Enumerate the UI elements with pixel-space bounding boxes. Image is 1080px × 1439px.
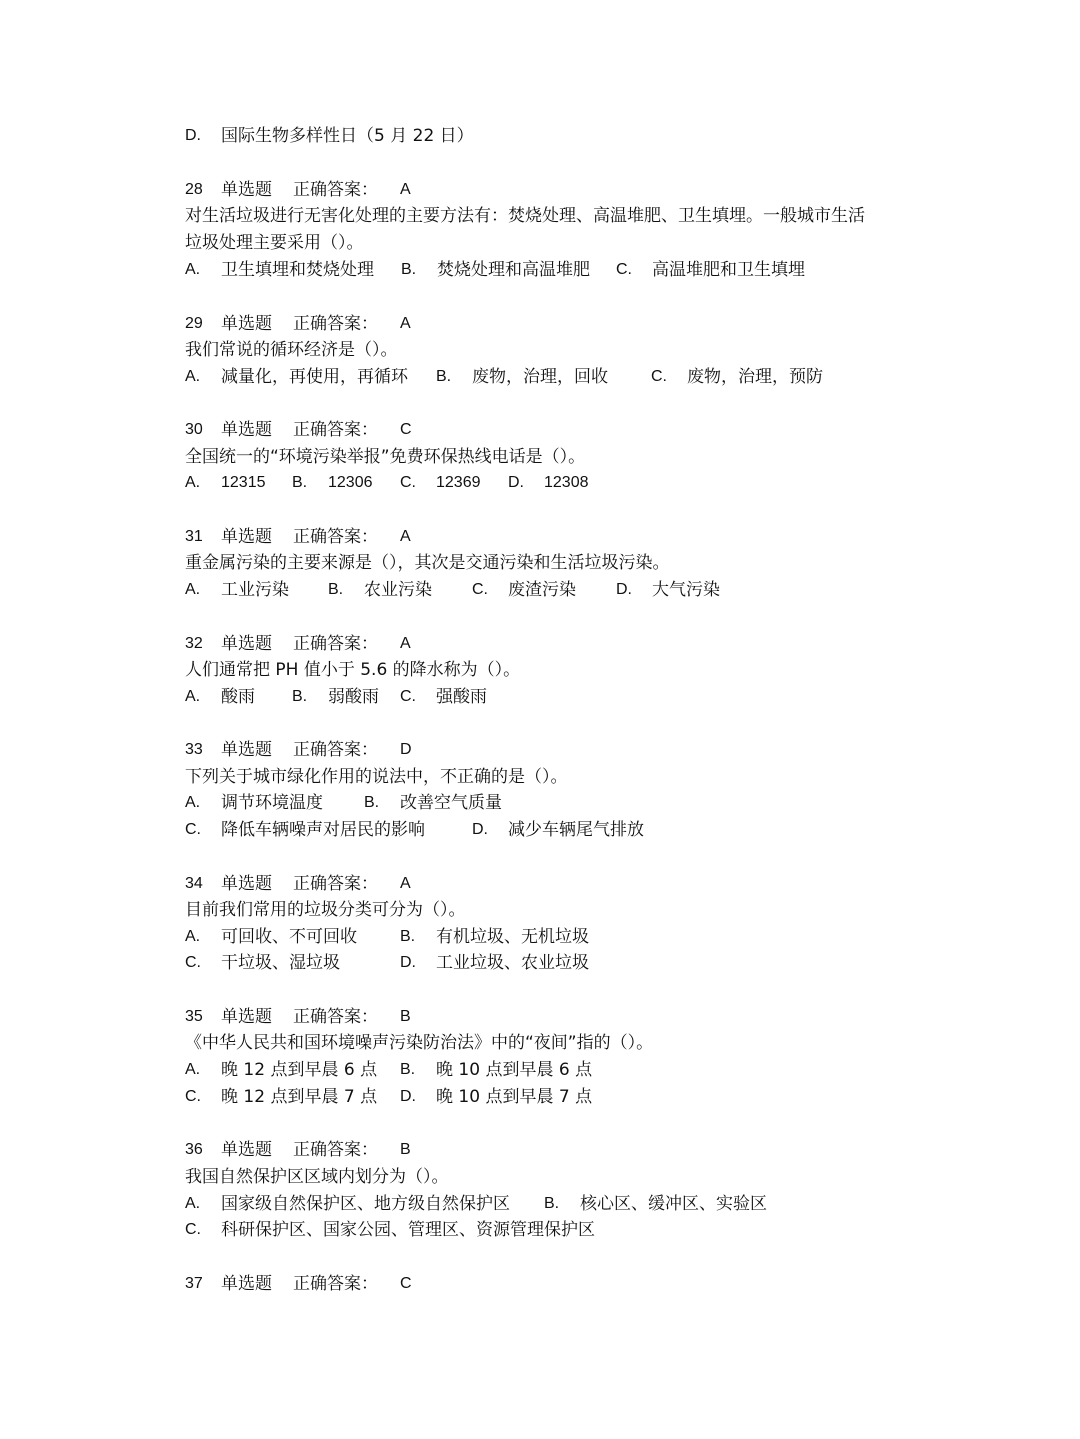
option-label: C.	[185, 1088, 201, 1105]
option-label: D.	[185, 127, 201, 144]
option-text: 核心区、缓冲区、实验区	[580, 1194, 767, 1214]
correct-answer: D	[400, 741, 412, 758]
option-text: 大气污染	[652, 580, 720, 600]
option-text: 可回收、不可回收	[221, 927, 357, 947]
question-number: 31	[185, 528, 203, 545]
option-label: A.	[185, 928, 201, 945]
question-stem: 对生活垃圾进行无害化处理的主要方法有：焚烧处理、高温堆肥、卫生填埋。一般城市生活	[185, 206, 865, 226]
question-stem: 《中华人民共和国环境噪声污染防治法》中的“夜间”指的（）。	[185, 1033, 654, 1053]
option-label: B.	[364, 794, 380, 811]
option-text: 废渣污染	[508, 580, 576, 600]
option-text: 改善空气质量	[400, 793, 502, 813]
option-label: A.	[185, 688, 201, 705]
question-type: 单选题	[221, 1274, 272, 1294]
option-label: A.	[185, 581, 201, 598]
option-label: B.	[292, 688, 308, 705]
option-label: A.	[185, 794, 201, 811]
question-stem: 人们通常把 PH 值小于 5.6 的降水称为（）。	[185, 660, 521, 680]
answer-label: 正确答案：	[293, 180, 378, 200]
option-text: 12315	[221, 474, 266, 491]
option-label: B.	[400, 1061, 416, 1078]
option-label: D.	[400, 1088, 416, 1105]
option-label: C.	[185, 1221, 201, 1238]
option-text: 焚烧处理和高温堆肥	[437, 260, 590, 280]
option-text: 强酸雨	[436, 687, 487, 707]
option-label: C.	[616, 261, 632, 278]
question-type: 单选题	[221, 1007, 272, 1027]
option-label: D.	[472, 821, 488, 838]
answer-label: 正确答案：	[293, 527, 378, 547]
question-number: 28	[185, 181, 203, 198]
question-stem: 全国统一的“环境污染举报”免费环保热线电话是（）。	[185, 447, 586, 467]
question-type: 单选题	[221, 634, 272, 654]
option-label: A.	[185, 1061, 201, 1078]
option-text: 晚 12 点到早晨 6 点	[221, 1060, 378, 1080]
correct-answer: A	[400, 635, 411, 652]
option-text: 12369	[436, 474, 481, 491]
question-number: 29	[185, 315, 203, 332]
option-label: C.	[185, 954, 201, 971]
option-text: 国家级自然保护区、地方级自然保护区	[221, 1194, 510, 1214]
option-label: A.	[185, 368, 201, 385]
option-text: 减少车辆尾气排放	[508, 820, 644, 840]
question-number: 32	[185, 635, 203, 652]
option-label: B.	[292, 474, 308, 491]
correct-answer: C	[400, 421, 412, 438]
question-stem: 垃圾处理主要采用（）。	[185, 233, 364, 253]
question-number: 36	[185, 1141, 203, 1158]
option-label: C.	[400, 688, 416, 705]
correct-answer: B	[400, 1141, 411, 1158]
correct-answer: C	[400, 1275, 412, 1292]
option-text: 高温堆肥和卫生填埋	[652, 260, 805, 280]
question-number: 37	[185, 1275, 203, 1292]
question-type: 单选题	[221, 180, 272, 200]
option-label: B.	[328, 581, 344, 598]
option-text: 国际生物多样性日（5 月 22 日）	[221, 126, 474, 146]
option-label: C.	[400, 474, 416, 491]
option-text: 减量化，再使用，再循环	[221, 367, 408, 387]
answer-label: 正确答案：	[293, 1007, 378, 1027]
option-label: C.	[651, 368, 667, 385]
option-text: 干垃圾、湿垃圾	[221, 953, 340, 973]
question-stem: 重金属污染的主要来源是（），其次是交通污染和生活垃圾污染。	[185, 553, 670, 573]
option-text: 科研保护区、国家公园、管理区、资源管理保护区	[221, 1220, 595, 1240]
option-label: B.	[401, 261, 417, 278]
option-text: 降低车辆噪声对居民的影响	[221, 820, 425, 840]
option-text: 工业垃圾、农业垃圾	[436, 953, 589, 973]
option-label: A.	[185, 261, 201, 278]
question-number: 35	[185, 1008, 203, 1025]
option-text: 有机垃圾、无机垃圾	[436, 927, 589, 947]
question-type: 单选题	[221, 527, 272, 547]
answer-label: 正确答案：	[293, 740, 378, 760]
option-text: 弱酸雨	[328, 687, 379, 707]
answer-label: 正确答案：	[293, 634, 378, 654]
option-label: B.	[436, 368, 452, 385]
option-label: D.	[400, 954, 416, 971]
option-label: B.	[544, 1195, 560, 1212]
answer-label: 正确答案：	[293, 314, 378, 334]
correct-answer: A	[400, 528, 411, 545]
option-text: 卫生填埋和焚烧处理	[221, 260, 374, 280]
correct-answer: A	[400, 875, 411, 892]
option-text: 工业污染	[221, 580, 289, 600]
option-text: 农业污染	[364, 580, 432, 600]
question-number: 34	[185, 875, 203, 892]
option-text: 酸雨	[221, 687, 255, 707]
question-type: 单选题	[221, 1140, 272, 1160]
option-label: A.	[185, 474, 201, 491]
option-label: C.	[185, 821, 201, 838]
question-number: 33	[185, 741, 203, 758]
option-text: 12308	[544, 474, 589, 491]
correct-answer: A	[400, 315, 411, 332]
option-label: A.	[185, 1195, 201, 1212]
answer-label: 正确答案：	[293, 874, 378, 894]
question-stem: 目前我们常用的垃圾分类可分为（）。	[185, 900, 466, 920]
question-number: 30	[185, 421, 203, 438]
option-text: 12306	[328, 474, 373, 491]
option-label: B.	[400, 928, 416, 945]
correct-answer: A	[400, 181, 411, 198]
answer-label: 正确答案：	[293, 1140, 378, 1160]
question-stem: 我国自然保护区区域内划分为（）。	[185, 1167, 449, 1187]
answer-label: 正确答案：	[293, 420, 378, 440]
option-label: C.	[472, 581, 488, 598]
question-stem: 下列关于城市绿化作用的说法中，不正确的是（）。	[185, 767, 568, 787]
question-type: 单选题	[221, 420, 272, 440]
question-type: 单选题	[221, 740, 272, 760]
option-text: 调节环境温度	[221, 793, 323, 813]
option-text: 晚 10 点到早晨 7 点	[436, 1087, 593, 1107]
option-text: 废物，治理，预防	[687, 367, 823, 387]
question-stem: 我们常说的循环经济是（）。	[185, 340, 398, 360]
option-text: 晚 10 点到早晨 6 点	[436, 1060, 593, 1080]
option-label: D.	[616, 581, 632, 598]
option-text: 废物，治理，回收	[472, 367, 608, 387]
option-text: 晚 12 点到早晨 7 点	[221, 1087, 378, 1107]
question-type: 单选题	[221, 314, 272, 334]
correct-answer: B	[400, 1008, 411, 1025]
option-label: D.	[508, 474, 524, 491]
answer-label: 正确答案：	[293, 1274, 378, 1294]
question-type: 单选题	[221, 874, 272, 894]
